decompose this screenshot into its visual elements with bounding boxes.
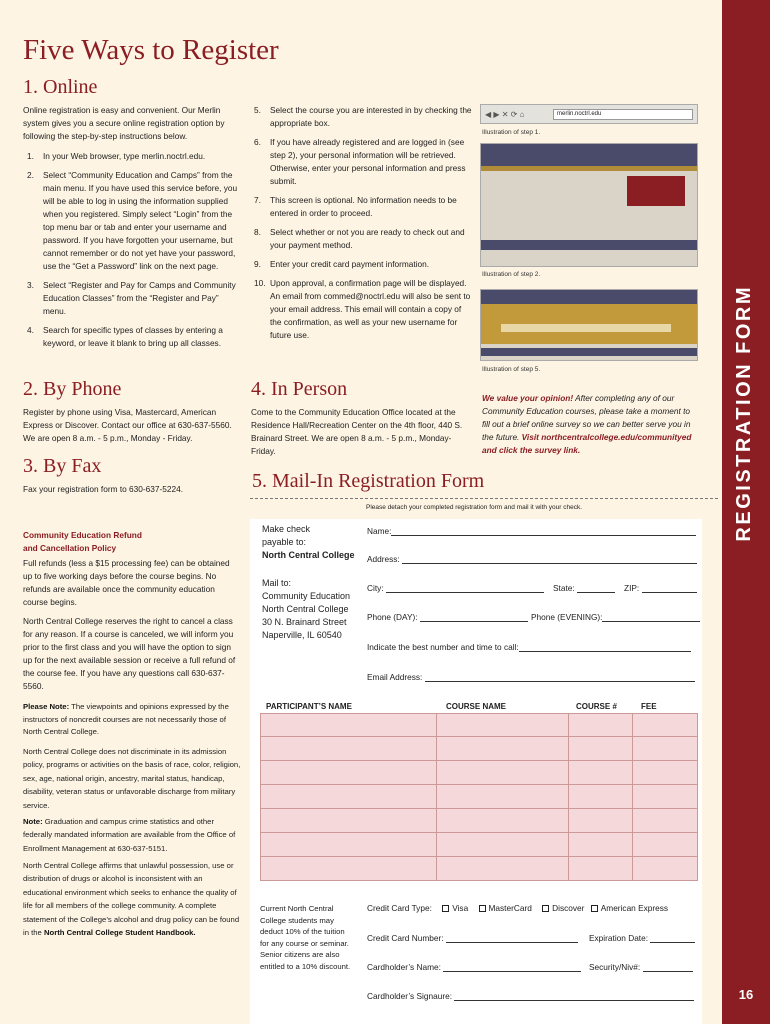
list-item: 10. Upon approval, a confirmation page will be displayed. An email from commed@noctrl.edu will also be sent to your email address. This email will contain a copy of the confirmation, as well as your new username for future use.: [254, 278, 471, 340]
merlin-footer-bar: [481, 348, 697, 356]
browser-address-bar: merlin.noctrl.edu: [553, 109, 693, 120]
list-item: 7. This screen is optional. No information needs to be entered in order to proceed.: [254, 195, 457, 218]
select-classes-illustration: [480, 289, 698, 361]
check-label-1: Make check: [262, 524, 311, 534]
state-field[interactable]: State:: [553, 583, 615, 593]
table-row[interactable]: [260, 713, 698, 737]
cancellation-policy: North Central College reserves the right to cancel a class for any reason. If a course is canceled, we will inform you prior to the first class and you will have the option to sign up for the next available session or receive a full refund of the course fee. If you have any questions call 630-637-5560.: [23, 616, 236, 691]
online-steps-right: [250, 104, 472, 348]
best-time-field[interactable]: Indicate the best number and time to call:: [367, 642, 691, 652]
col-fee: FEE: [641, 702, 657, 711]
check-payee: North Central College: [262, 550, 355, 560]
online-steps-left: [23, 150, 241, 356]
cardholder-name-field[interactable]: Cardholder’s Name:: [367, 962, 581, 972]
online-heading: 1. Online: [23, 76, 98, 98]
col-participant: PARTICIPANT’S NAME: [266, 702, 352, 711]
list-item: 8. Select whether or not you are ready to check out and your payment method.: [254, 227, 465, 250]
expiration-field[interactable]: Expiration Date:: [589, 933, 695, 943]
crime-statistics-note: Note: Graduation and campus crime statistics and other federally mandated information are available from the Office of Enrollment Management at 630-637-5151.: [23, 817, 236, 853]
fax-heading: 3. By Fax: [23, 455, 102, 477]
visa-checkbox[interactable]: [442, 905, 449, 912]
viewpoints-note: Please Note: The viewpoints and opinions expressed by the instructors of noncredit courses are not necessarily those of North Central College.: [23, 702, 229, 737]
refund-policy: Full refunds (less a $15 processing fee) can be obtained up to five working days before the course begins. No refunds are available once the community education course begins.: [23, 558, 230, 607]
browser-nav-icons: ◀ ▶ ✕ ⟳ ⌂: [485, 110, 525, 119]
list-item: 2. Select “Community Education and Camps” from the main menu. If you have used this service before, you will be able to log in using the information supplied when you registered. Simply select “Login” from the top menu bar or tab and enter your username and password. If you have forgotten your username, but cannot remember or do not yet have your password, use the “Get a Password” link on the next page.: [27, 170, 238, 271]
table-row[interactable]: [260, 737, 698, 761]
mastercard-checkbox[interactable]: [479, 905, 486, 912]
email-field[interactable]: Email Address:: [367, 672, 695, 682]
caption-step-1: Illustration of step 1.: [482, 129, 541, 136]
browser-toolbar-illustration: [480, 104, 698, 124]
list-item: 3. Select “Register and Pay for Camps and Community Education Classes” from the “Register and Pay” menu.: [27, 280, 236, 316]
table-row[interactable]: [260, 857, 698, 881]
amex-checkbox[interactable]: [591, 905, 598, 912]
in-person-heading: 4. In Person: [251, 378, 348, 400]
merlin-footer-bar: [481, 240, 697, 250]
merlin-header-bar: [481, 144, 697, 166]
phone-heading: 2. By Phone: [23, 378, 122, 400]
survey-link[interactable]: Visit northcentralcollege.edu/communityed and click the survey link.: [482, 432, 692, 455]
list-item: 4. Search for specific types of classes by entering a keyword, or leave it blank to bring up all classes.: [27, 325, 223, 348]
merlin-header-bar: [481, 290, 697, 304]
policy-heading-2: and Cancellation Policy: [23, 543, 117, 553]
security-field[interactable]: Security/Niv#:: [589, 962, 693, 972]
discount-note: Current North Central College students may deduct 10% of the tuition for any course or seminar. Senior citizens are also entitled to a 10% discount.: [260, 904, 351, 971]
class-row: [501, 324, 671, 332]
mail-in-heading: 5. Mail-In Registration Form: [252, 470, 485, 492]
cut-line: [250, 498, 718, 499]
list-item: 9. Enter your credit card payment information.: [254, 259, 430, 269]
drug-policy: North Central College affirms that unlawful possession, use or distribution of drugs or alcohol is inconsistent with an educational environment which seeks to enhance the quality of life for all members of the college community. A complete statement of the College’s alcohol and drug policy can be found in the North Central College Student Handbook.: [23, 861, 240, 938]
discover-checkbox[interactable]: [542, 905, 549, 912]
table-row[interactable]: [260, 761, 698, 785]
address-field[interactable]: Address:: [367, 554, 697, 564]
table-row[interactable]: [260, 785, 698, 809]
card-number-field[interactable]: Credit Card Number:: [367, 933, 578, 943]
table-row[interactable]: [260, 833, 698, 857]
check-label-2: payable to:: [262, 537, 307, 547]
merlin-home-illustration: [480, 143, 698, 267]
fax-text: Fax your registration form to 630-637-5224.: [23, 484, 184, 494]
survey-note: We value your opinion! After completing any of our Community Education courses, please take a moment to fill out a brief online survey so we can better serve you in the future. Visit northcentralcollege.edu/communityed and click the survey link.: [482, 393, 692, 455]
nondiscrimination: North Central College does not discriminate in its admission policy, programs or activities on the basis of race, color, religion, sex, age, national origin, ancestry, marital status, handicap, disability, veteran status or unfavorable discharge from military service.: [23, 747, 241, 810]
phone-text: Register by phone using Visa, Mastercard, American Express or Discover. Contact our office at 630-637-5560. We are open 8 a.m. - 5 p.m., Monday - Friday.: [23, 407, 232, 443]
online-intro: Online registration is easy and convenient. Our Merlin system gives you a secure online registration option by following the step-by-step instructions below.: [23, 105, 225, 141]
col-course-number: COURSE #: [576, 702, 617, 711]
table-row[interactable]: [260, 809, 698, 833]
name-field[interactable]: Name:: [367, 526, 696, 536]
phone-day-field[interactable]: Phone (DAY):: [367, 612, 528, 622]
caption-step-5: Illustration of step 5.: [482, 366, 541, 373]
zip-field[interactable]: ZIP:: [624, 583, 697, 593]
city-field[interactable]: City:: [367, 583, 544, 593]
col-course-name: COURSE NAME: [446, 702, 507, 711]
page-title: Five Ways to Register: [23, 34, 279, 66]
phone-evening-field[interactable]: Phone (EVENING):: [531, 612, 700, 622]
merlin-menu-popup: [627, 176, 685, 206]
signature-field[interactable]: Cardholder’s Signaure:: [367, 991, 694, 1001]
in-person-text: Come to the Community Education Office located at the Residence Hall/Recreation Center on the 4th floor, 440 S. Brainard Street. We are open 8 a.m. - 5 p.m., Monday-Friday.: [251, 407, 463, 456]
registration-table: [260, 713, 698, 881]
merlin-gold-stripe: [481, 166, 697, 171]
card-type-row: Credit Card Type: Visa MasterCard Discover American Express: [367, 903, 669, 913]
list-item: 1. In your Web browser, type merlin.noctrl.edu.: [27, 151, 206, 161]
sidebar-label: REGISTRATION FORM: [733, 285, 755, 542]
mail-instruction: Please detach your completed registration form and mail it with your check.: [366, 504, 583, 511]
page-number: 16: [738, 987, 754, 1002]
mail-to-address: Mail to: Community Education North Central College 30 N. Brainard Street Naperville, IL 60540: [262, 578, 351, 640]
list-item: 5. Select the course you are interested in by checking the appropriate box.: [254, 105, 472, 128]
policy-heading-1: Community Education Refund: [23, 530, 142, 540]
list-item: 6. If you have already registered and are logged in (see step 2), your personal information will be retrieved. Otherwise, enter your personal information and press submit.: [254, 137, 466, 186]
sidebar: [722, 0, 770, 1024]
caption-step-2: Illustration of step 2.: [482, 271, 541, 278]
